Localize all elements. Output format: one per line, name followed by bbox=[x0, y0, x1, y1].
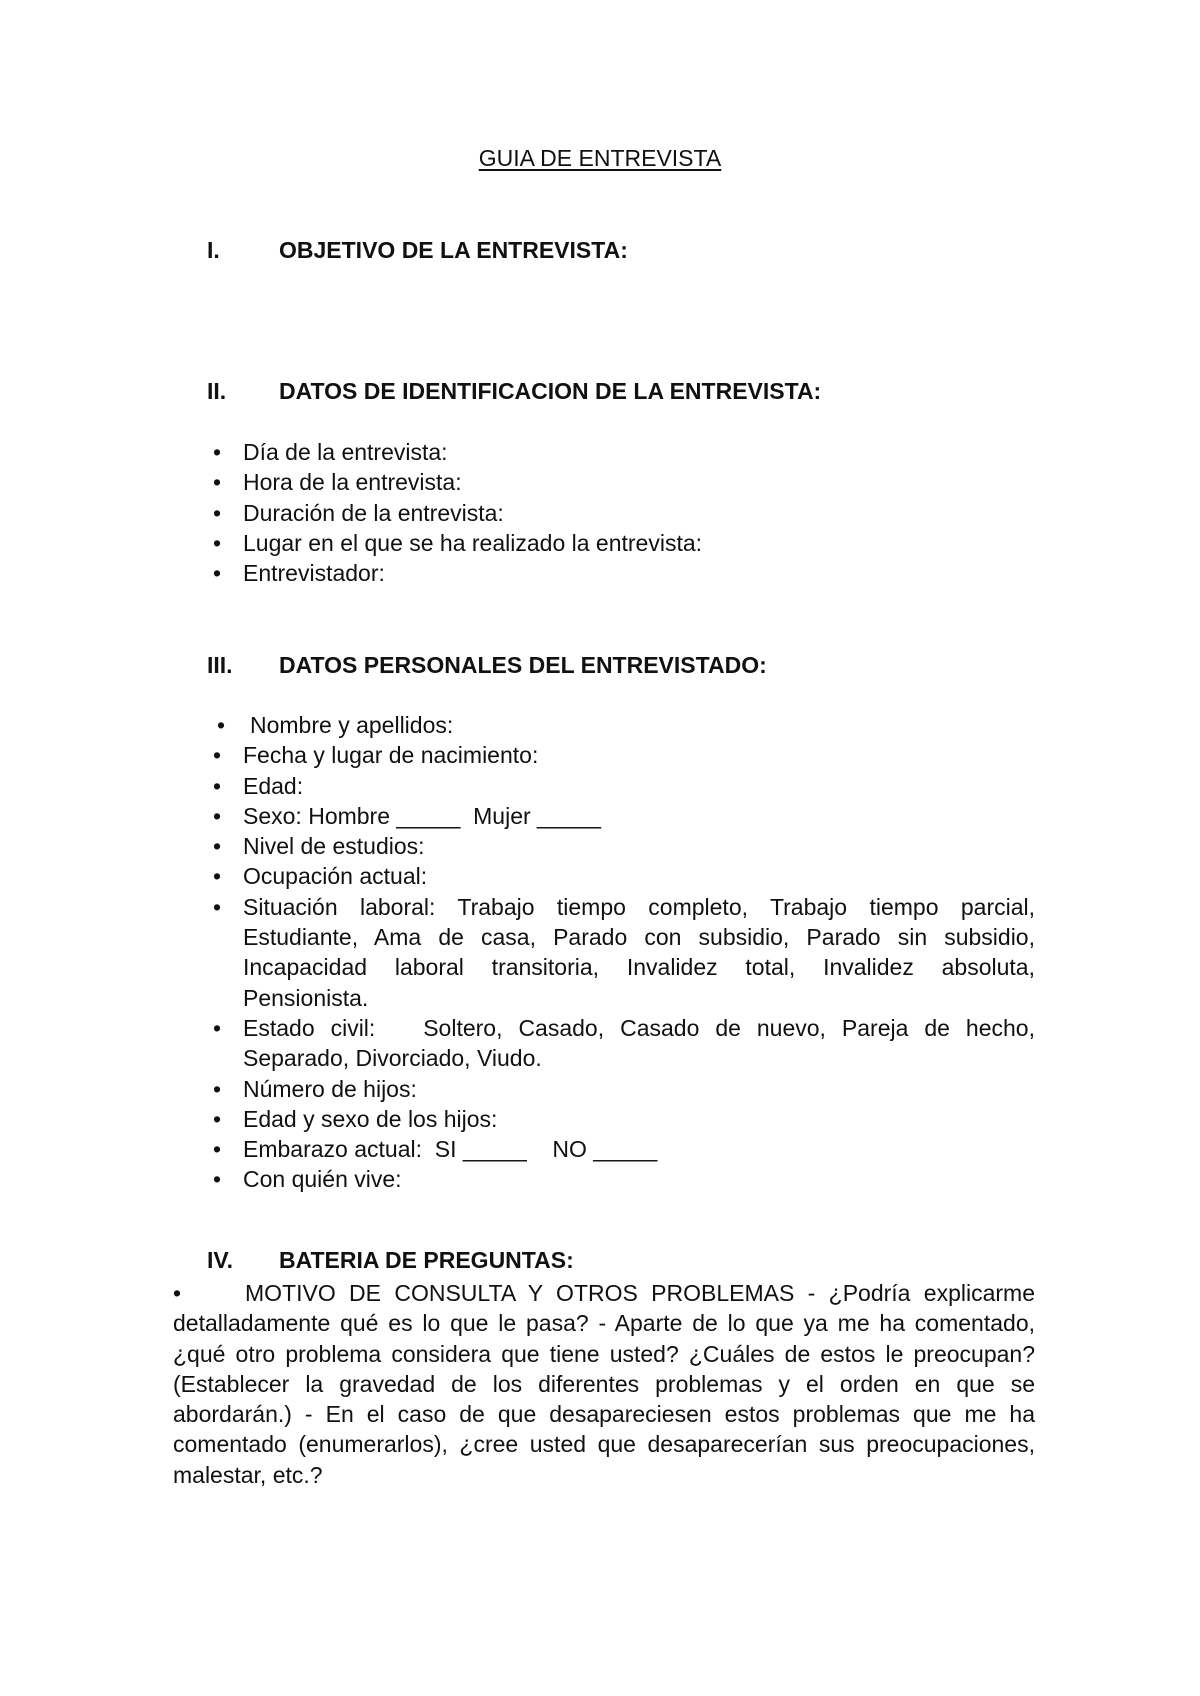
bullet-icon: • bbox=[213, 560, 222, 587]
list-item: • Fecha y lugar de nacimiento: bbox=[207, 740, 1035, 770]
bullet-icon: • bbox=[213, 1105, 222, 1132]
list-item: • Edad y sexo de los hijos: bbox=[207, 1104, 1035, 1134]
section-title: OBJETIVO DE LA ENTREVISTA: bbox=[279, 237, 628, 263]
section-heading-objetivo bbox=[207, 237, 628, 264]
bullet-icon: • bbox=[213, 1075, 222, 1102]
bullet-icon: • bbox=[213, 833, 222, 860]
list-item: • Edad: bbox=[207, 771, 1035, 801]
list-item: • Día de la entrevista: bbox=[207, 437, 1035, 467]
datos-personales-list bbox=[207, 710, 1042, 1195]
list-item: • Embarazo actual: SI _____ NO _____ bbox=[207, 1134, 1035, 1164]
bullet-icon: • bbox=[213, 1136, 222, 1163]
bullet-icon: • bbox=[213, 439, 222, 465]
section-title: DATOS DE IDENTIFICACION DE LA ENTREVISTA: bbox=[279, 378, 822, 404]
list-item: • Situación laboral: Trabajo tiempo completo, Trabajo tiempo parcial, Estudiante, Ama de casa, Parado con subsidio, Parado sin subsidio, Incapacidad laboral transitoria, Invalidez total, Invalidez absoluta, Pensionista. bbox=[213, 893, 1035, 1011]
list-item: • Sexo: Hombre _____ Mujer _____ bbox=[207, 801, 1035, 831]
list-item: • Número de hijos: bbox=[207, 1074, 1035, 1104]
section-number: III. bbox=[207, 652, 233, 678]
bullet-icon: • bbox=[213, 529, 222, 556]
list-item: • Ocupación actual: bbox=[207, 861, 1035, 891]
section-heading-bateria bbox=[207, 1247, 574, 1274]
list-item: • Con quién vive: bbox=[207, 1164, 1035, 1194]
bullet-icon: • bbox=[213, 499, 222, 526]
section-number: I. bbox=[207, 237, 220, 263]
bateria-paragraph bbox=[173, 1278, 1035, 1490]
list-item: • Lugar en el que se ha realizado la entrevista: bbox=[207, 528, 1035, 558]
bullet-icon: • bbox=[213, 1014, 222, 1041]
identificacion-list bbox=[207, 437, 1035, 588]
bullet-icon: • bbox=[213, 802, 222, 829]
bullet-icon: • bbox=[217, 712, 226, 738]
bullet-icon: • bbox=[213, 863, 222, 890]
bullet-icon: • bbox=[213, 893, 222, 920]
list-item: • Nombre y apellidos: bbox=[207, 710, 1035, 740]
bullet-icon: • bbox=[213, 1166, 222, 1193]
document-title: GUIA DE ENTREVISTA bbox=[478, 145, 722, 171]
bullet-icon: • bbox=[213, 742, 222, 769]
list-item: • Hora de la entrevista: bbox=[207, 467, 1035, 497]
list-item: • Entrevistador: bbox=[207, 558, 1035, 588]
bullet-icon: • bbox=[213, 772, 222, 799]
section-title: BATERIA DE PREGUNTAS: bbox=[279, 1247, 574, 1273]
section-title: DATOS PERSONALES DEL ENTREVISTADO: bbox=[279, 652, 767, 678]
paragraph-text: MOTIVO DE CONSULTA Y OTROS PROBLEMAS - ¿Podría explicarme detalladamente qué es lo que le pasa? - Aparte de lo que ya me ha comentado, ¿qué otro problema considera que tiene usted? ¿Cuáles de estos le preocupan? (Establecer la gravedad de los diferentes problemas y el orden en que se abordarán.) - En el caso de que desapareciesen estos problemas que me ha comentado (enumerarlos), ¿cree usted que desaparecerían sus preocupaciones, malestar, etc.? bbox=[173, 1280, 1035, 1488]
section-heading-identificacion bbox=[207, 378, 821, 405]
list-item: • Duración de la entrevista: bbox=[207, 498, 1035, 528]
list-item: • Estado civil: Soltero, Casado, Casado de nuevo, Pareja de hecho, Separado, Divorciado, Viudo. bbox=[213, 1014, 1042, 1072]
list-item: • Nivel de estudios: bbox=[207, 831, 1035, 861]
section-number: IV. bbox=[207, 1247, 234, 1273]
section-heading-datos-personales bbox=[207, 652, 767, 679]
bullet-icon: • bbox=[173, 1280, 182, 1306]
bullet-icon: • bbox=[213, 469, 222, 496]
section-number: II. bbox=[207, 378, 227, 404]
